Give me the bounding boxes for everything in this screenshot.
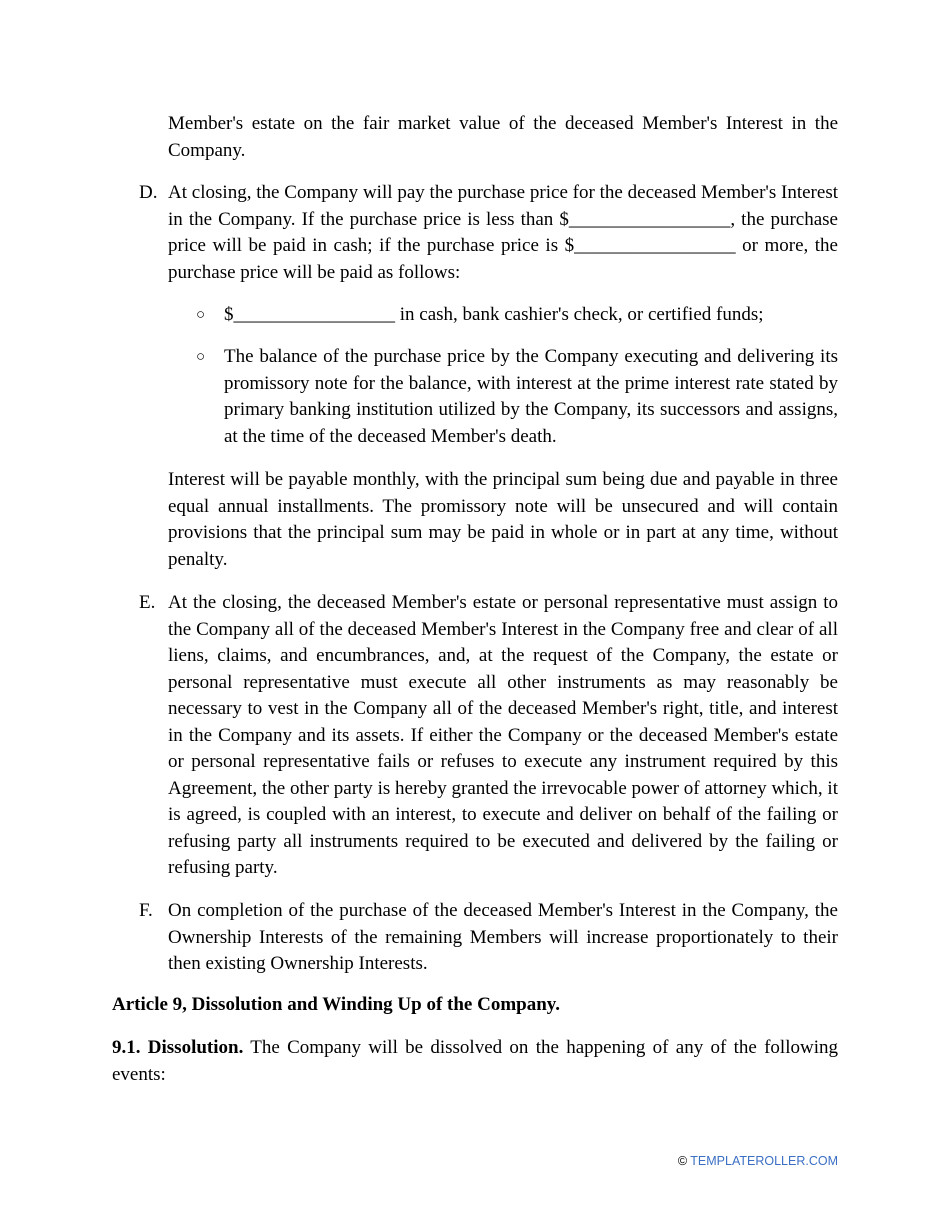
copyright-symbol: © — [677, 1154, 691, 1168]
article-9-heading: Article 9, Dissolution and Winding Up of the Company. — [112, 994, 560, 1015]
footer-copyright — [678, 1154, 838, 1168]
bullet-1-text: $_________________ in cash, bank cashier's check, or certified funds; — [224, 304, 764, 325]
item-f-paragraph: On completion of the purchase of the deceased Member's Interest in the Company, the Ownership Interests of the remaining Members will increase proportionately to their then existing Ownership Interests. — [168, 900, 838, 974]
interest-paragraph: Interest will be payable monthly, with the principal sum being due and payable in three equal annual installments. The promissory note will be unsecured and will contain provisions that the principal sum may be paid in whole or in part at any time, without penalty. — [168, 469, 838, 570]
section-9-1-text: The Company will be dissolved on the happening of any of the following events: — [112, 1037, 838, 1085]
item-e-marker: E. — [139, 592, 156, 613]
item-f-marker: F. — [139, 900, 153, 921]
footer-brand-link[interactable]: TEMPLATEROLLER.COM — [690, 1154, 838, 1168]
bullet-2-text: The balance of the purchase price by the Company executing and delivering its promissory note for the balance, with interest at the prime interest rate stated by primary banking institution utilized by the Company, its successors and assigns, at the time of the deceased Member's death. — [224, 346, 838, 447]
bullet-2-marker: ○ — [196, 349, 206, 365]
section-9-1-paragraph — [112, 1035, 838, 1088]
bullet-1-marker: ○ — [196, 307, 206, 323]
item-d-paragraph: At closing, the Company will pay the purchase price for the deceased Member's Interest in the Company. If the purchase price is less than $_________________, the purchase price will be paid in cash; if the purchase price is $_________________ or more, the purchase price will be paid as follows: — [168, 182, 838, 283]
item-e-paragraph: At the closing, the deceased Member's estate or personal representative must assign to the Company all of the deceased Member's Interest in the Company free and clear of all liens, claims, and encumbrances, and, at the request of the Company, the estate or personal representative must execute all other instruments as may reasonably be necessary to vest in the Company all of the deceased Member's right, title, and interest in the Company and its assets. If either the Company or the deceased Member's estate or personal representative fails or refuses to execute any instrument required by this Agreement, the other party is hereby granted the irrevocable power of attorney which, it is agreed, is coupled with an interest, to execute and deliver on behalf of the failing or refusing party all instruments required to be executed and delivered by the failing or refusing party. — [168, 592, 838, 878]
section-9-1-label: 9.1. Dissolution. — [112, 1037, 244, 1058]
item-d-marker: D. — [139, 182, 158, 203]
continuation-paragraph: Member's estate on the fair market value of the deceased Member's Interest in the Company. — [168, 113, 838, 161]
